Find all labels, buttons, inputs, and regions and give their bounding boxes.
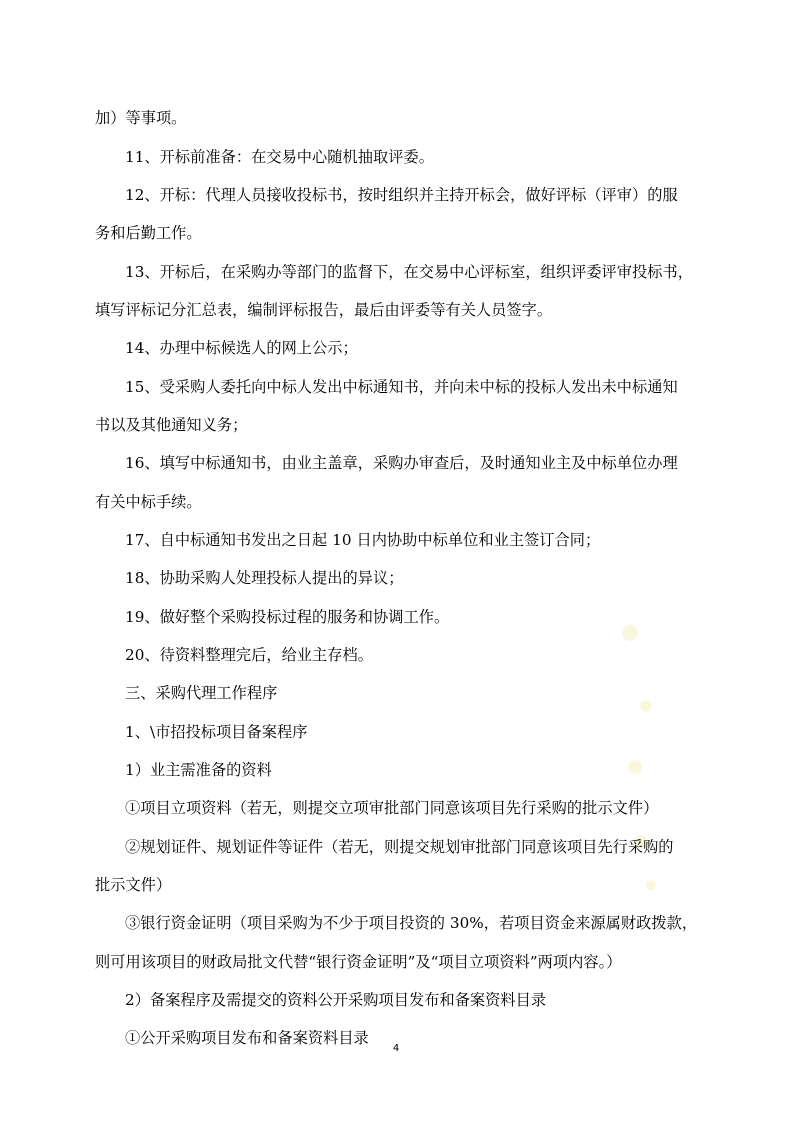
paragraph-line: 15、受采购人委托向中标人发出中标通知书，并向未中标的投标人发出未中标通知 [125, 378, 678, 396]
paragraph-line: ①公开采购项目发布和备案资料目录 [125, 1029, 369, 1047]
subsection-heading: 1）业主需准备的资料 [125, 761, 272, 779]
paragraph-line: 14、办理中标候选人的网上公示； [125, 339, 358, 357]
paragraph-line: ③银行资金证明（项目采购为不少于项目投资的 30%，若项目资金来源属财政拨款， [125, 914, 698, 932]
paragraph-line: 19、做好整个采购投标过程的服务和协调工作。 [125, 608, 450, 626]
paragraph-line: 批示文件） [95, 876, 172, 894]
watermark-decoration [628, 760, 642, 774]
paragraph-line: 11、开标前准备：在交易中心随机抽取评委。 [125, 148, 434, 166]
paragraph-line: 17、自中标通知书发出之日起 10 日内协助中标单位和业主签订合同； [125, 531, 601, 549]
subsection-heading: 2）备案程序及需提交的资料公开采购项目发布和备案资料目录 [125, 991, 547, 1009]
paragraph-line: 务和后勤工作。 [95, 224, 202, 242]
subsection-heading: 1、\市招投标项目备案程序 [125, 723, 308, 741]
paragraph-line: ②规划证件、规划证件等证件（若无，则提交规划审批部门同意该项目先行采购的 [125, 838, 674, 856]
paragraph-line: ①项目立项资料（若无，则提交立项审批部门同意该项目先行采购的批示文件） [125, 799, 659, 817]
paragraph-line: 书以及其他通知义务； [95, 416, 248, 434]
paragraph-line: 16、填写中标通知书，由业主盖章，采购办审查后，及时通知业主及中标单位办理 [125, 454, 678, 472]
paragraph-line: 有关中标手续。 [95, 493, 202, 511]
page-number: 4 [392, 1043, 400, 1054]
paragraph-line: 13、开标后，在采购办等部门的监督下，在交易中心评标室，组织评委评审投标书， [125, 263, 693, 281]
paragraph-line: 加）等事项。 [95, 109, 187, 127]
section-heading: 三、采购代理工作程序 [125, 684, 278, 702]
paragraph-line: 填写评标记分汇总表，编制评标报告，最后由评委等有关人员签字。 [95, 301, 553, 319]
watermark-decoration [646, 880, 656, 890]
watermark-decoration [640, 700, 652, 712]
paragraph-line: 18、协助采购人处理投标人提出的异议； [125, 569, 404, 587]
watermark-decoration [622, 625, 638, 641]
paragraph-line: 20、待资料整理完后，给业主存档。 [125, 646, 373, 664]
paragraph-line: 12、开标：代理人员接收投标书，按时组织并主持开标会，做好评标（评审）的服 [125, 186, 678, 204]
paragraph-line: 则可用该项目的财政局批文代替“银行资金证明”及“项目立项资料”两项内容。） [95, 953, 622, 971]
